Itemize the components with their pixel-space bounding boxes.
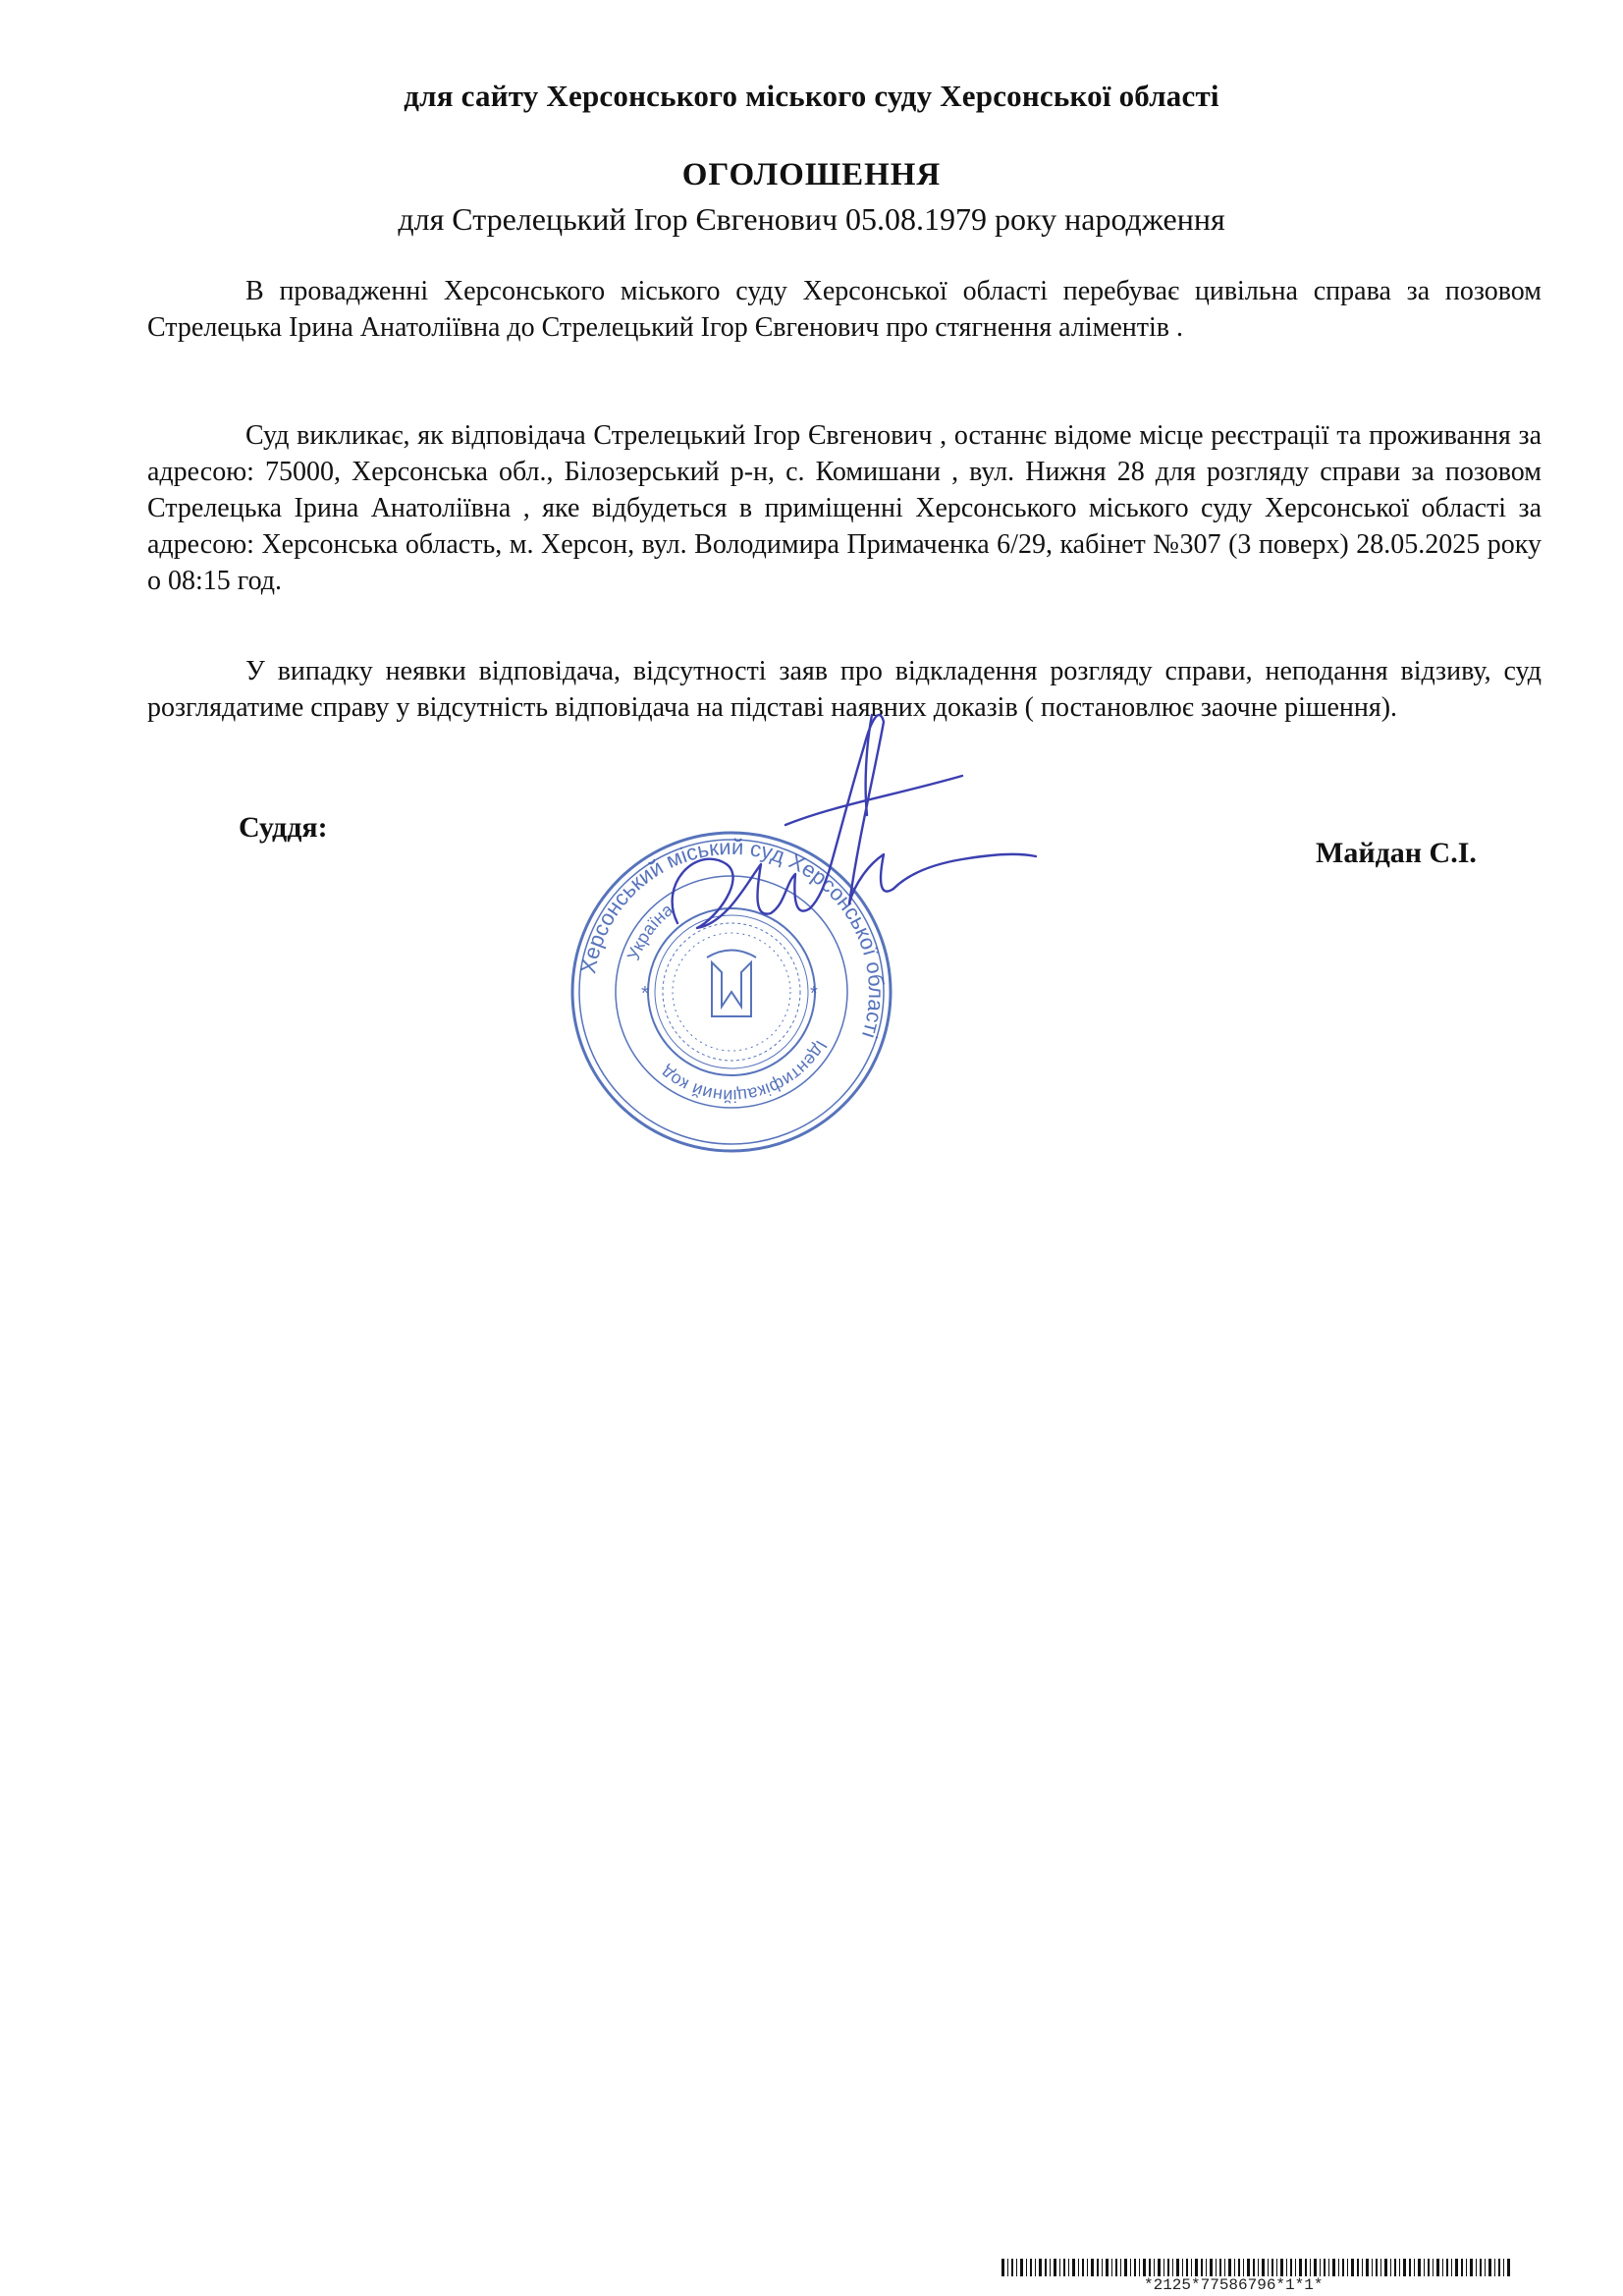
judge-signature <box>638 687 1051 982</box>
seal-outer-text: Херсонський міський суд Херсонської області <box>575 834 890 1042</box>
seal-inner-text: Ідентифікаційний код <box>657 1037 832 1107</box>
document-header: для сайту Херсонського міського суду Херсонської області <box>404 79 1219 113</box>
svg-text:*: * <box>810 983 818 1005</box>
barcode-text: *2125*77586796*1*1* <box>1144 2276 1324 2294</box>
paragraph-2 <box>147 417 1542 599</box>
paragraph-text: У випадку неявки відповідача, відсутності заяв про відкладення розгляду справи, неподання відзиву, суд розглядатиме справу у відсутність відповідача на підставі наявних доказів ( постановлює заочне рішення). <box>147 656 1542 723</box>
paragraph-text: Суд викликає, як відповідача Стрелецький Ігор Євгенович , останнє відоме місце реєстрації та проживання за адресою: 75000, Херсонська обл., Білозерський р-н, с. Комишани , вул. Нижня 28 для розгляду справи за позовом Стрелецька Ірина Анатоліївна , яке відбудеться в приміщенні Херсонського міського суду Херсонської області за адресою: Херсонська область, м. Херсон, вул. Володимира Примаченка 6/29, кабінет №307 (3 поверх) 28.05.2025 року о 08:15 год. <box>147 420 1542 596</box>
document-subtitle: для Стрелецький Ігор Євгенович 05.08.1979 року народження <box>398 201 1225 237</box>
svg-text:*: * <box>641 983 649 1005</box>
judge-label: Суддя: <box>239 811 328 844</box>
document-title: ОГОЛОШЕННЯ <box>681 157 942 192</box>
svg-text:Ідентифікаційний код <box>657 1037 832 1106</box>
paragraph-text: В провадженні Херсонського міського суду Херсонської області перебуває цивільна справа за позовом Стрелецька Ірина Анатоліївна до Стрелецький Ігор Євгенович про стягнення аліментів . <box>147 276 1542 343</box>
barcode <box>1001 2259 1512 2276</box>
judge-name: Майдан С.І. <box>1316 837 1477 869</box>
paragraph-1 <box>147 273 1542 346</box>
seal-bottom-text: Україна <box>622 899 677 963</box>
